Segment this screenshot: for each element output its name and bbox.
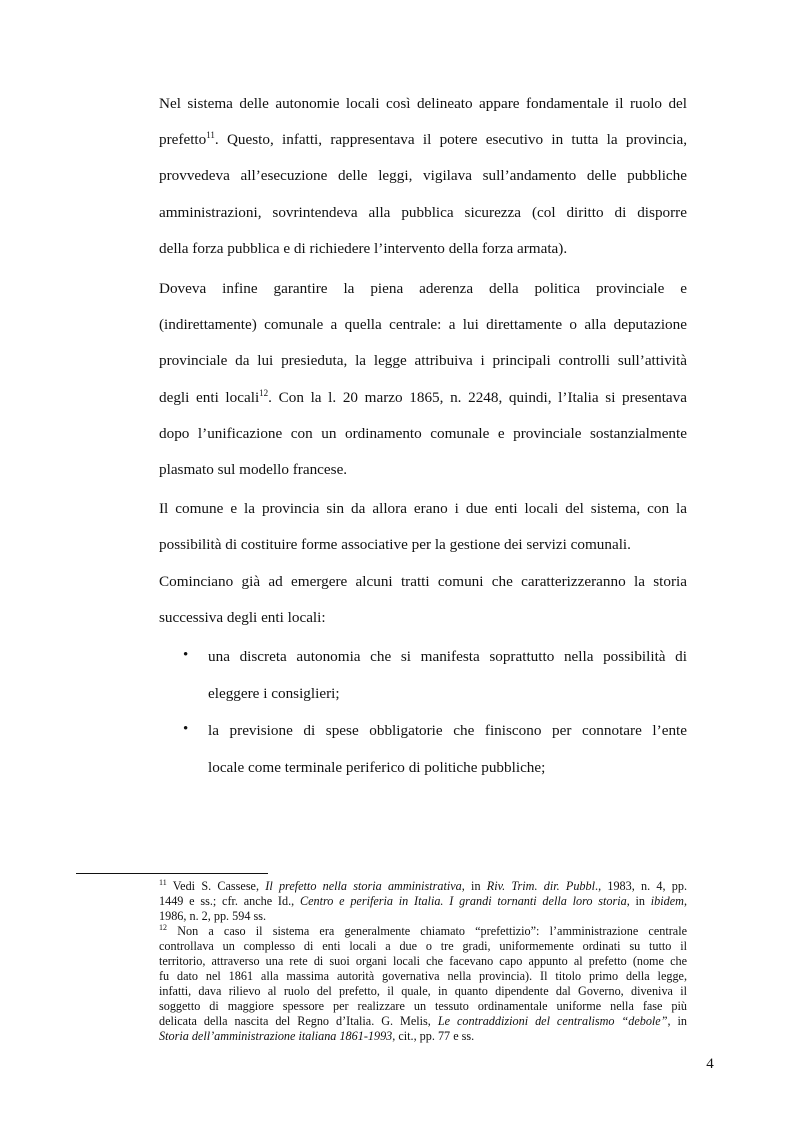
- text-run: degli enti locali: [159, 389, 260, 406]
- paragraph-line: [159, 279, 687, 299]
- paragraph-line: [159, 460, 687, 480]
- paragraph-line: [159, 166, 687, 186]
- footnote-11-line: 1986, n. 2, pp. 594 ss.: [159, 909, 266, 923]
- text-run: eleggere i consiglieri;: [208, 685, 340, 702]
- text-run: Il comune e la provincia sin da allora erano i due enti locali del sistema, con la: [159, 500, 687, 517]
- paragraph-line: [159, 535, 687, 555]
- bullet-icon: •: [183, 647, 189, 663]
- text-run: provvedeva all’esecuzione delle leggi, vigilava sull’andamento delle pubbliche: [159, 167, 687, 184]
- paragraph-line: [159, 499, 687, 519]
- footnote-11-line: $^{11}$ Vedi S. Cassese, Il prefetto nella storia amministrativa, in Riv. Trim. dir. Pubbl., 1983, n. 4, pp.: [159, 878, 688, 893]
- text-run: Doveva infine garantire la piena aderenza della politica provinciale e: [159, 280, 687, 297]
- bullet-line: [208, 721, 687, 741]
- footnote-12-line: territorio, attraverso una rete di suoi organi locali che facevano capo appunto al prefetto (nome che: [159, 954, 687, 968]
- paragraph-line: [159, 315, 687, 335]
- page-number: 4: [706, 1056, 714, 1072]
- footnote-12-line: soggetto di maggiore spessore per realizzare un tessuto ordinamentale uniforme nella fase più: [159, 999, 687, 1013]
- text-run: plasmato sul modello francese.: [159, 461, 348, 478]
- bullet-icon: •: [183, 721, 189, 737]
- text-run: Cominciano già ad emergere alcuni tratti comuni che caratterizzeranno la storia: [159, 573, 687, 590]
- paragraph-line: [159, 572, 687, 592]
- footnote-ref-12[interactable]: 12: [259, 388, 269, 398]
- footnote-12-line: $^{12}$ Non a caso il sistema era generalmente chiamato “prefettizio”: l’amministrazione centrale: [159, 923, 687, 938]
- footnote-number: 12: [159, 923, 167, 932]
- text-run: possibilità di costituire forme associative per la gestione dei servizi comunali.: [159, 536, 631, 553]
- paragraph-line: [159, 203, 687, 223]
- text-run: locale come terminale periferico di politiche pubbliche;: [208, 759, 546, 776]
- paragraph-line: [159, 94, 687, 114]
- footnote-12-line: controllava un complesso di enti locali a due o tre gradi, uniformemente ordinati su tutto il: [159, 939, 687, 953]
- footnote-12-line: delicata della nascita del Regno d’Italia. G. Melis, Le contraddizioni del centralismo “debole”, in: [159, 1014, 688, 1028]
- footnote-12-line: fu dato nel 1861 alla massima autorità governativa nella provincia). Il titolo primo della legge,: [159, 969, 687, 983]
- text-run: prefetto: [159, 131, 207, 148]
- paragraph-line: [159, 239, 687, 259]
- text-run: (indirettamente) comunale a quella centrale: a lui direttamente o alla deputazione: [159, 316, 687, 333]
- paragraph-line: [159, 130, 687, 150]
- paragraph-line: [159, 608, 687, 628]
- footnote-12-line: Storia dell’amministrazione italiana 1861-1993, cit., pp. 77 e ss.: [159, 1029, 475, 1043]
- bullet-line: [208, 758, 687, 778]
- footnote-number: 11: [159, 878, 167, 887]
- paragraph-line: [159, 351, 687, 371]
- paragraph-line: [159, 388, 687, 408]
- text-run: della forza pubblica e di richiedere l’intervento della forza armata).: [159, 240, 568, 257]
- footnote-12-line: infatti, dava rilievo al ruolo del prefetto, il quale, in quanto dipendente dal Governo, diveniva il: [159, 984, 687, 998]
- bullet-line: [208, 684, 687, 704]
- text-run: la previsione di spese obbligatorie che finiscono per connotare l’ente: [208, 722, 687, 739]
- text-run: dopo l’unificazione con un ordinamento comunale e provinciale sostanzialmente: [159, 425, 687, 442]
- text-run: provinciale da lui presieduta, la legge attribuiva i principali controlli sull’attività: [159, 352, 687, 369]
- text-run: Nel sistema delle autonomie locali così delineato appare fondamentale il ruolo del: [159, 95, 687, 112]
- text-run: successiva degli enti locali:: [159, 609, 326, 626]
- text-run: una discreta autonomia che si manifesta soprattutto nella possibilità di: [208, 648, 687, 665]
- footnote-11-line: 1449 e ss.; cfr. anche Id., Centro e periferia in Italia. I grandi tornanti della loro storia, in ibidem,: [159, 894, 687, 908]
- footnote-ref-11[interactable]: 11: [206, 130, 215, 140]
- paragraph-line: [159, 424, 687, 444]
- footnote-separator: [76, 873, 268, 874]
- bullet-line: [208, 647, 687, 667]
- text-run: amministrazioni, sovrintendeva alla pubblica sicurezza (col diritto di disporre: [159, 204, 687, 221]
- text-run: . Con la l. 20 marzo 1865, n. 2248, quindi, l’Italia si presentava: [268, 389, 687, 406]
- text-run: . Questo, infatti, rappresentava il potere esecutivo in tutta la provincia,: [214, 131, 687, 148]
